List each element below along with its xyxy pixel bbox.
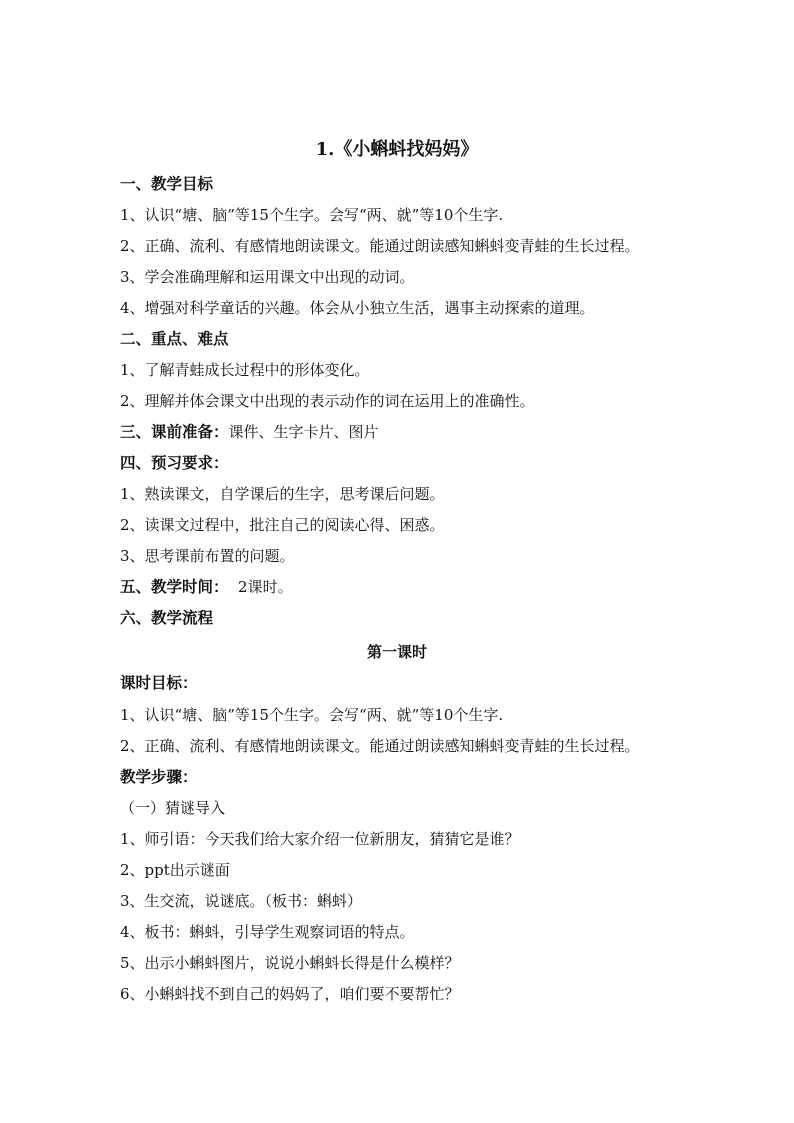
section-heading-preview: 四、预习要求： [120,453,229,472]
teaching-time-value: 2课时。 [228,578,293,596]
lesson-title: 第一课时 [366,643,427,661]
list-item: 2、ppt出示谜面 [120,861,230,879]
section-heading-key-points: 二、重点、难点 [120,329,229,348]
list-item: 2、正确、流利、有感情地朗读课文。能通过朗读感知蝌蚪变青蛙的生长过程。 [120,737,640,755]
list-item: 1、认识“塘、脑”等15个生字。会写“两、就”等10个生字. [120,206,504,224]
section-teaching-time [120,575,780,599]
document-title: 1.《小蝌蚪找妈妈》 [315,139,479,160]
list-item: 1、师引语：今天我们给大家介绍一位新朋友，猜猜它是谁？ [120,830,520,848]
list-item: 3、生交流，说谜底。（板书：蝌蚪） [120,892,363,910]
list-item: 3、学会准确理解和运用课文中出现的动词。 [120,268,415,286]
section-preparation [120,420,780,444]
list-item: 5、出示小蝌蚪图片，说说小蝌蚪长得是什么模样？ [120,954,460,972]
section-heading-teaching-goals: 一、教学目标 [120,174,214,193]
section-heading-steps: 教学步骤： [120,767,198,786]
list-item: 1、熟读课文，自学课后的生字，思考课后问题。 [120,485,445,503]
section-heading-teaching-time: 五、教学时间： [120,577,229,596]
list-item: 6、小蝌蚪找不到自己的妈妈了，咱们要不要帮忙？ [120,985,460,1003]
list-item: 1、了解青蛙成长过程中的形体变化。 [120,361,370,379]
list-item: 4、增强对科学童话的兴趣。体会从小独立生活，遇事主动探索的道理。 [120,299,595,317]
preparation-value: 课件、生字卡片、图片 [228,423,379,441]
list-item: 2、正确、流利、有感情地朗读课文。能通过朗读感知蝌蚪变青蛙的生长过程。 [120,237,640,255]
list-item: 3、思考课前布置的问题。 [120,547,295,565]
section-heading-flow: 六、教学流程 [120,608,214,627]
step-heading: （一）猜谜导入 [120,799,226,817]
section-heading-preparation: 三、课前准备： [120,422,229,441]
list-item: 2、读课文过程中，批注自己的阅读心得、困惑。 [120,516,445,534]
section-heading-lesson-goals: 课时目标： [120,673,198,692]
list-item: 2、理解并体会课文中出现的表示动作的词在运用上的准确性。 [120,392,535,410]
list-item: 4、板书：蝌蚪，引导学生观察词语的特点。 [120,923,415,941]
list-item: 1、认识“塘、脑”等15个生字。会写“两、就”等10个生字. [120,706,504,724]
